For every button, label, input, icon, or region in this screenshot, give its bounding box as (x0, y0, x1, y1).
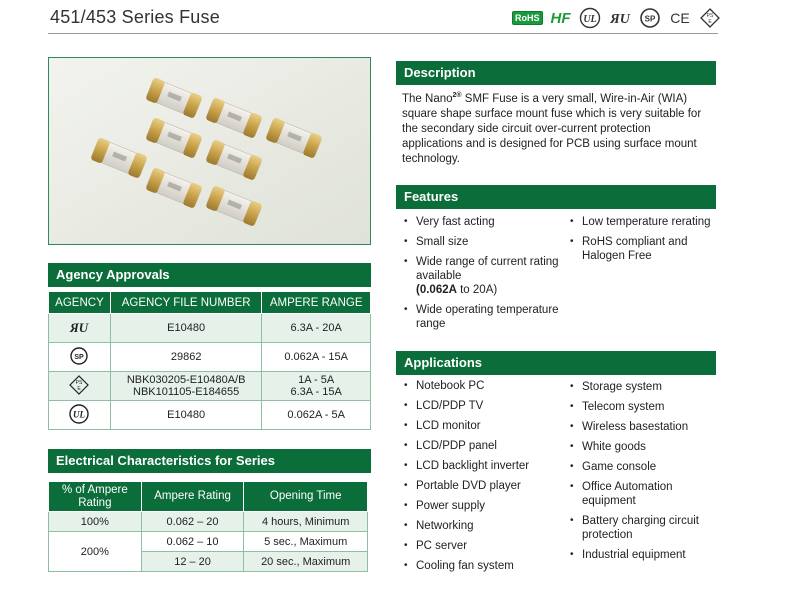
column-header: AMPERE RANGE (262, 292, 371, 314)
list-item: • Wide operating temperature range (402, 303, 567, 331)
ul-listed-icon (579, 7, 601, 29)
header-divider (48, 33, 718, 34)
table-row (49, 532, 368, 552)
list-item: • Wireless basestation (568, 420, 716, 434)
range-emphasis: (0.062A (416, 284, 457, 296)
table-row (49, 512, 368, 532)
ur-recognized-icon (66, 318, 92, 336)
features-list-right (568, 215, 716, 263)
list-item: • RoHS compliant and Halogen Free (568, 235, 716, 263)
svg-text:SP: SP (74, 353, 85, 361)
list-item: • White goods (568, 440, 716, 454)
opening-time-cell: 4 hours, Minimum (244, 512, 368, 532)
column-header: Ampere Rating (141, 482, 244, 512)
description-text-part: The Nano (402, 92, 453, 105)
applications-heading: Applications (396, 351, 716, 375)
list-item-text: Wide range of current rating available (416, 256, 559, 282)
certification-marks (512, 7, 721, 29)
list-item: • Very fast acting (402, 215, 567, 229)
column-header: AGENCY (49, 292, 111, 314)
file-number-line: NBK101105-E184655 (133, 386, 240, 398)
list-item: • Telecom system (568, 400, 716, 414)
svg-text:SP: SP (644, 14, 655, 24)
page-title: 451/453 Series Fuse (50, 7, 220, 27)
list-item: • LCD monitor (402, 419, 567, 433)
table-header-row (49, 292, 371, 314)
svg-text:CE: CE (669, 10, 690, 26)
file-number-cell (110, 372, 261, 401)
table-header-row (49, 482, 368, 512)
csa-icon (639, 7, 661, 29)
description-text-part: SMF Fuse is a very small, Wire-in-Air (WIA) square shape surface mount fuse which is very suitable for the secondary side circuit over-current protection applications and is designed for PCB using surface mount technology. (402, 92, 702, 165)
page-header (0, 0, 811, 36)
table-row (49, 314, 371, 343)
ampere-range-cell: 0.062A - 5A (262, 401, 371, 430)
list-item: • Notebook PC (402, 379, 567, 393)
column-header: Opening Time (244, 482, 368, 512)
ampere-rating-cell: 0.062 – 20 (141, 512, 244, 532)
electrical-characteristics-table (48, 481, 368, 572)
ampere-range-cell (262, 372, 371, 401)
file-number-line: NBK030205-E10480A/B (126, 374, 246, 386)
pse-icon (68, 374, 90, 396)
list-item: • Small size (402, 235, 567, 249)
file-number-cell: 29862 (110, 343, 261, 372)
product-photo (48, 57, 371, 245)
agency-cell (49, 314, 111, 343)
ce-mark-icon (669, 7, 691, 29)
agency-cell (49, 401, 111, 430)
trademark-superscript: 2® (452, 92, 462, 99)
file-number-cell: E10480 (110, 401, 261, 430)
features-list-left (402, 215, 567, 331)
list-item: • Office Automation equipment (568, 480, 716, 508)
opening-time-cell: 20 sec., Maximum (244, 552, 368, 572)
rohs-badge: RoHS (512, 11, 543, 25)
svg-text:E: E (707, 19, 712, 25)
svg-text:ЯU: ЯU (609, 12, 630, 27)
list-item: • Portable DVD player (402, 479, 567, 493)
svg-text:E: E (77, 385, 82, 392)
svg-text:PS: PS (76, 379, 83, 386)
ampere-rating-cell: 0.062 – 10 (141, 532, 244, 552)
percent-rating-cell: 200% (49, 532, 142, 572)
applications-list-left (402, 379, 567, 573)
list-item (402, 255, 567, 297)
list-item: • Power supply (402, 499, 567, 513)
table-row (49, 372, 371, 401)
column-header: AGENCY FILE NUMBER (110, 292, 261, 314)
list-item: • PC server (402, 539, 567, 553)
range-text: to 20A) (456, 284, 498, 296)
agency-cell (49, 343, 111, 372)
svg-text:ЯU: ЯU (70, 319, 89, 335)
table-row (49, 401, 371, 430)
percent-rating-cell: 100% (49, 512, 142, 532)
ampere-range-cell: 6.3A - 20A (262, 314, 371, 343)
ul-listed-icon (68, 403, 90, 425)
list-item: • LCD/PDP TV (402, 399, 567, 413)
description-text (402, 88, 714, 167)
list-item: • Industrial equipment (568, 548, 716, 562)
list-item: • Battery charging circuit protection (568, 514, 716, 542)
ampere-rating-cell: 12 – 20 (141, 552, 244, 572)
description-heading: Description (396, 61, 716, 85)
list-item: • Game console (568, 460, 716, 474)
table-row (49, 343, 371, 372)
agency-cell (49, 372, 111, 401)
applications-list-right (568, 380, 716, 562)
electrical-characteristics-heading: Electrical Characteristics for Series (48, 449, 371, 473)
svg-text:PS: PS (706, 13, 713, 19)
features-heading: Features (396, 185, 716, 209)
file-number-cell: E10480 (110, 314, 261, 343)
ur-recognized-icon (609, 7, 631, 29)
halogen-free-badge: HF (550, 9, 571, 27)
list-item: • LCD backlight inverter (402, 459, 567, 473)
list-item: • Networking (402, 519, 567, 533)
csa-icon (69, 346, 89, 366)
agency-approvals-table (48, 291, 371, 430)
list-item: • Cooling fan system (402, 559, 567, 573)
ampere-range-line: 1A - 5A (298, 374, 335, 386)
svg-text:UL: UL (582, 14, 597, 25)
fuse-illustration (49, 58, 371, 245)
list-item: • LCD/PDP panel (402, 439, 567, 453)
list-item: • Storage system (568, 380, 716, 394)
svg-text:UL: UL (73, 409, 86, 419)
list-item: • Low temperature rerating (568, 215, 716, 229)
column-header: % of Ampere Rating (49, 482, 142, 512)
opening-time-cell: 5 sec., Maximum (244, 532, 368, 552)
pse-icon (699, 7, 721, 29)
ampere-range-cell: 0.062A - 15A (262, 343, 371, 372)
agency-approvals-heading: Agency Approvals (48, 263, 371, 287)
ampere-range-line: 6.3A - 15A (290, 386, 342, 398)
